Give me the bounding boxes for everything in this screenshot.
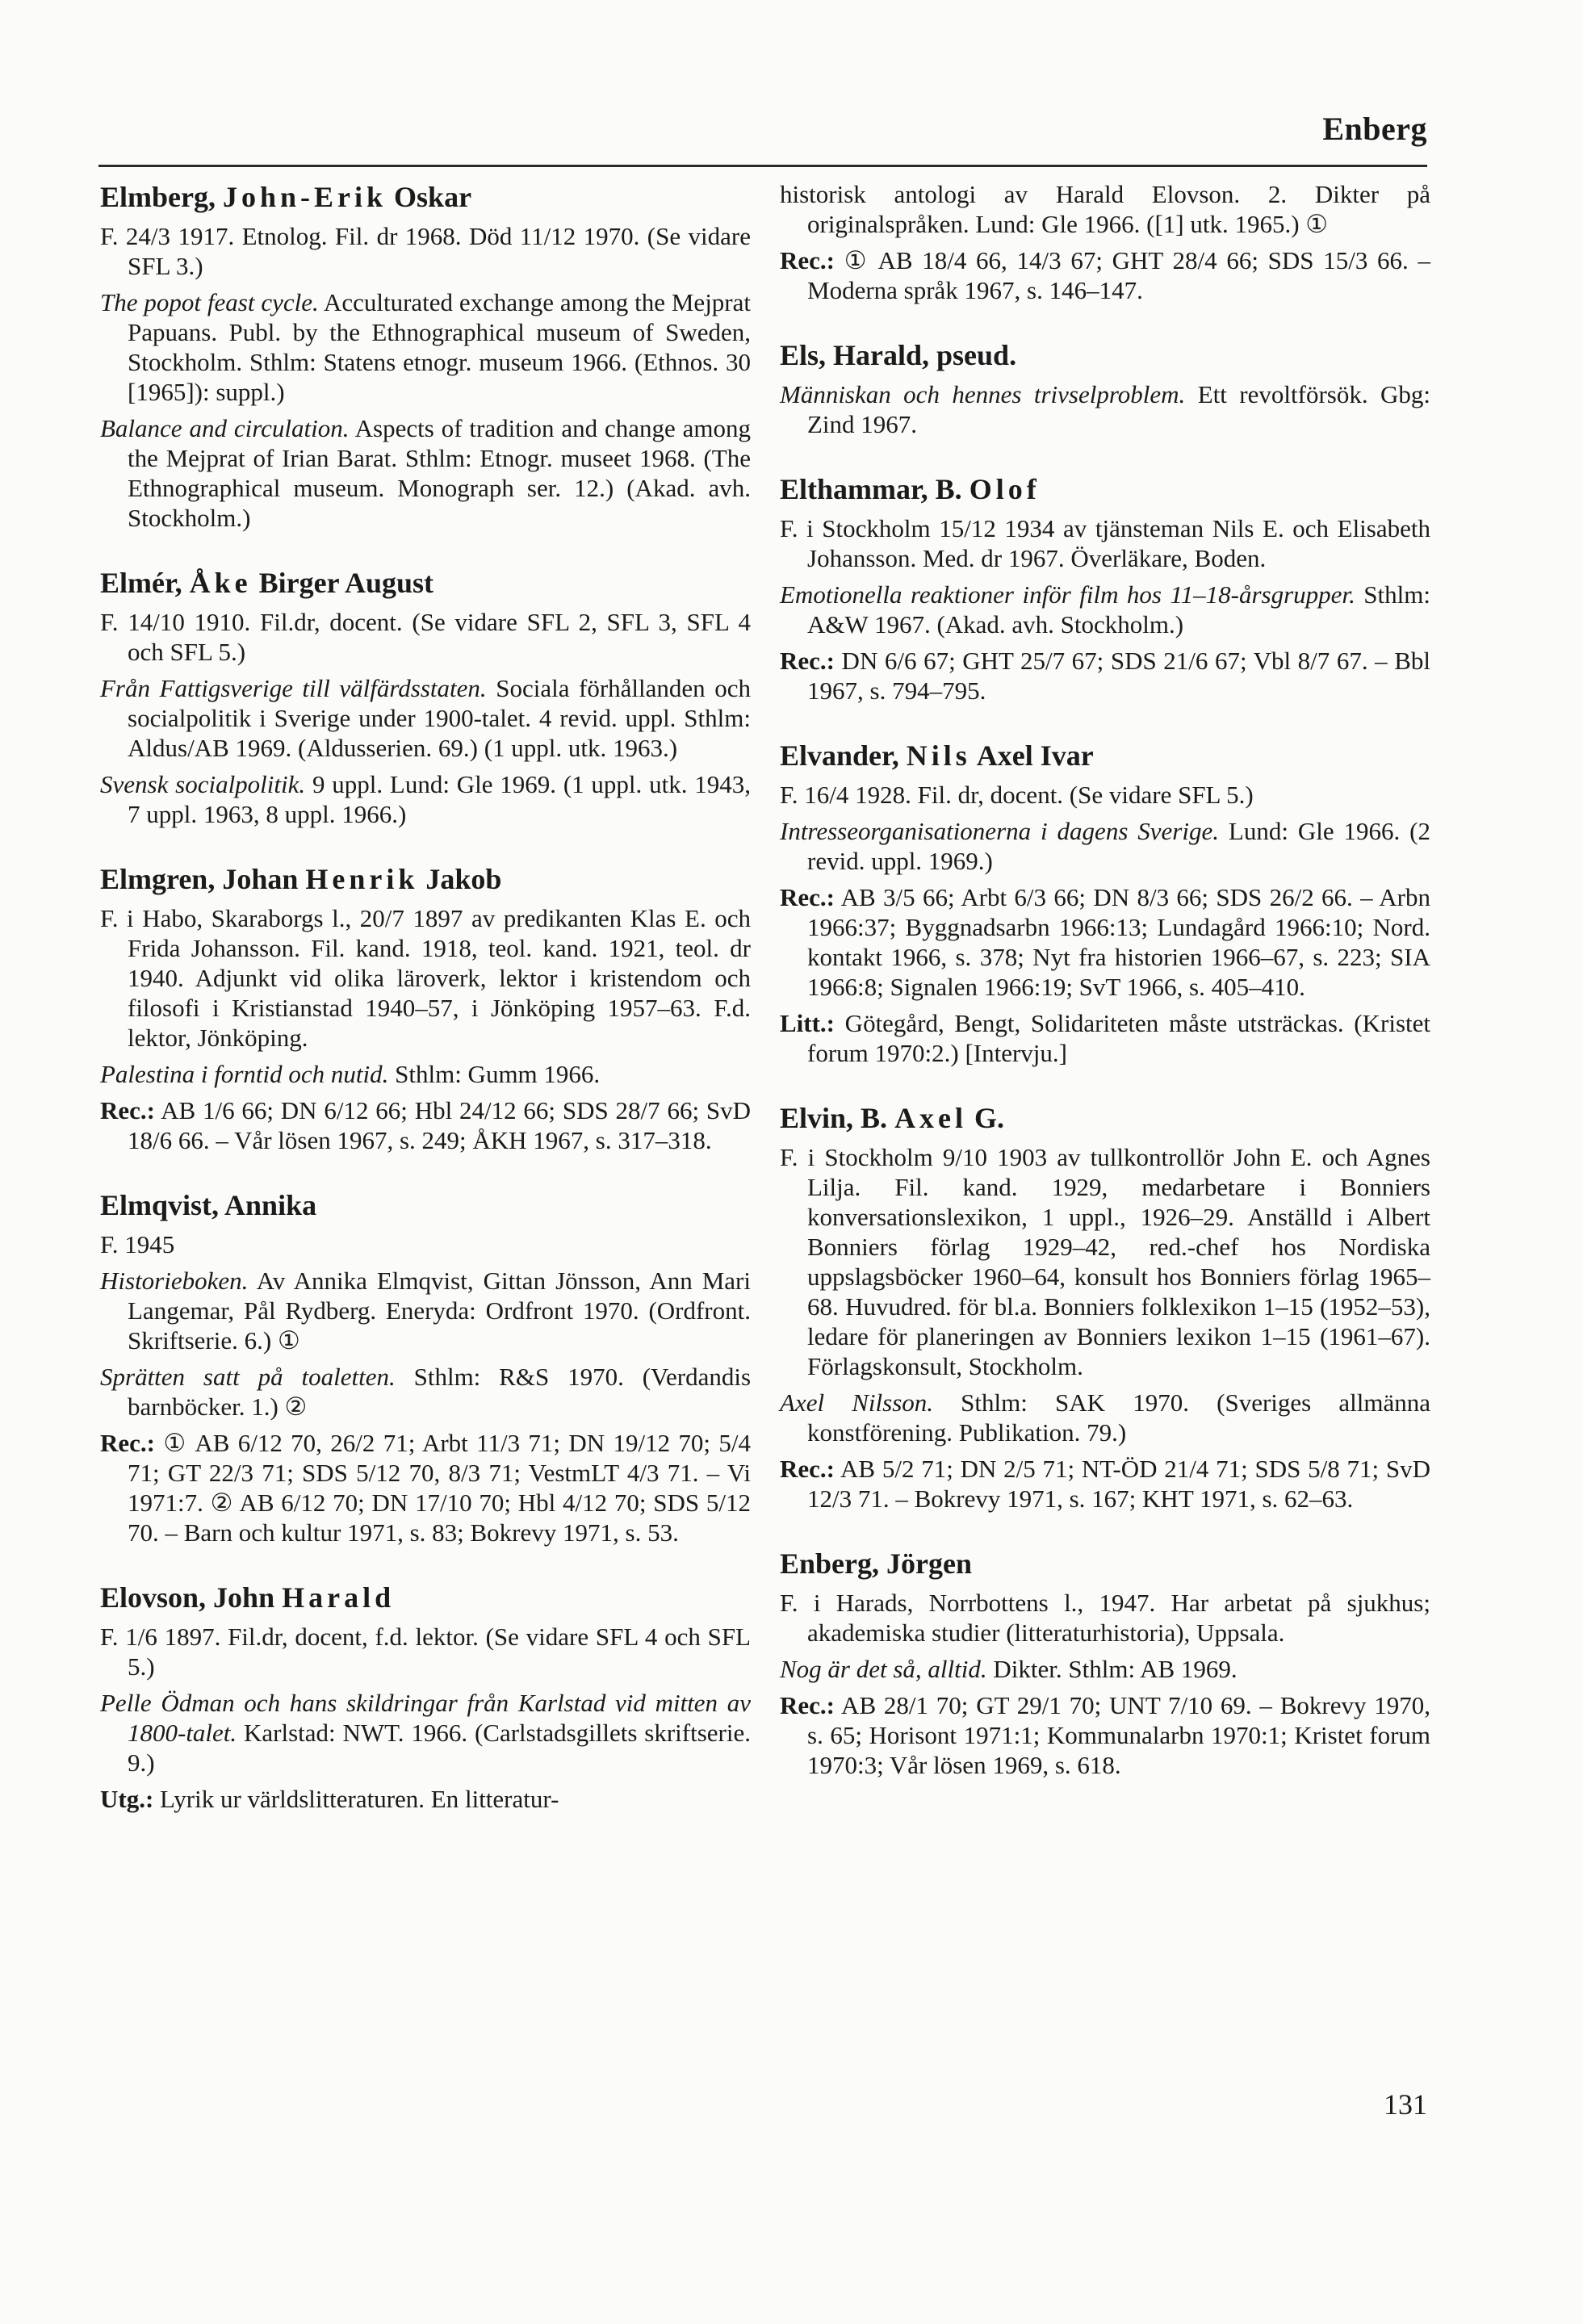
paragraph-text: Karlstad: NWT. 1966. (Carlstadsgillets skriftserie. 9.)	[128, 1719, 751, 1777]
heading-name-part: Elthammar, B.	[780, 473, 969, 505]
entry-paragraph	[780, 179, 1430, 239]
entry-paragraph	[780, 379, 1430, 439]
work-title: Sprätten satt på toaletten.	[100, 1363, 396, 1391]
work-title: Intresseorganisationerna i dagens Sverige.	[780, 817, 1219, 845]
entry-paragraph	[100, 287, 751, 407]
paragraph-text: AB 1/6 66; DN 6/12 66; Hbl 24/12 66; SDS 28/7 66; SvD 18/6 66. – Vår lösen 1967, s. 249; ÅKH 1967, s. 317–318.	[128, 1096, 751, 1154]
page-number: 131	[1384, 2088, 1427, 2121]
paragraph-text: F. i Harads, Norrbottens l., 1947. Har arbetat på sjukhus; akademiska studier (litteraturhistoria), Uppsala.	[780, 1589, 1430, 1647]
heading-name-part: Elmér,	[100, 567, 190, 599]
heading-name-part: Elvin, B.	[780, 1102, 895, 1134]
heading-name-part: Elmqvist, Annika	[100, 1189, 317, 1221]
work-title: Nog är det så, alltid.	[780, 1655, 987, 1683]
paragraph-text: Sociala förhållanden och socialpolitik i Sverige under 1900-talet. 4 revid. uppl. Sthlm: Aldus/AB 1969. (Aldusserien. 69.) (1 uppl. utk. 1963.)	[128, 674, 751, 762]
paragraph-text: Sthlm: Gumm 1966.	[388, 1060, 601, 1088]
work-title: Pelle Ödman och hans skildringar från Karlstad vid mitten av 1800-talet.	[100, 1689, 751, 1747]
entry-paragraph	[100, 1622, 751, 1681]
entry-paragraph	[780, 1588, 1430, 1648]
paragraph-label: Rec.:	[780, 1455, 835, 1483]
paragraph-text: F. i Stockholm 15/12 1934 av tjänsteman Nils E. och Elisabeth Johansson. Med. dr 1967. Överläkare, Boden.	[780, 514, 1430, 572]
entry-paragraph	[780, 1388, 1430, 1447]
entry-paragraph	[100, 1688, 751, 1778]
entry-paragraph	[780, 1142, 1430, 1381]
paragraph-text: Götegård, Bengt, Solidariteten måste utsträckas. (Kristet forum 1970:2.) [Intervju.]	[807, 1009, 1430, 1067]
paragraph-text: Sthlm: SAK 1970. (Sveriges allmänna konstförening. Publikation. 79.)	[807, 1388, 1430, 1447]
paragraph-text: Lund: Gle 1966. (2 revid. uppl. 1969.)	[807, 817, 1430, 875]
heading-name-part: Els, Harald, pseud.	[780, 339, 1017, 371]
entry-paragraph	[100, 1428, 751, 1547]
heading-spaced-name: Axel	[894, 1102, 968, 1134]
paragraph-text: F. i Stockholm 9/10 1903 av tullkontrollör John E. och Agnes Lilja. Fil. kand. 1929, medarbetare i Bonniers konversationslexikon, 1 uppl., 1926–29. Anställd i Albert Bonniers förlag 1929–42, red.-chef hos Nordiska uppslagsböcker 1960–64, konsult hos Bonniers förlag 1965–68. Huvudred. för bl.a. Bonniers folklexikon 1–15 (1952–53), ledare för planeringen av Bonniers lexikon 1–15 (1961–67). Förlagskonsult, Stockholm.	[780, 1143, 1430, 1380]
entry-heading	[100, 179, 751, 215]
heading-name-part: Elovson, John	[100, 1581, 283, 1614]
entry	[780, 1100, 1430, 1514]
entry-heading	[100, 861, 751, 897]
paragraph-text: ① AB 6/12 70, 26/2 71; Arbt 11/3 71; DN 19/12 70; 5/4 71; GT 22/3 71; SDS 5/12 70, 8/3 71; VestmLT 4/3 71. – Vi 1971:7. ② AB 6/12 70; DN 17/10 70; Hbl 4/12 70; SDS 5/12 70. – Barn och kultur 1971, s. 83; Bokrevy 1971, s. 53.	[128, 1429, 751, 1547]
entry	[100, 861, 751, 1155]
heading-spaced-name: Nils	[906, 739, 971, 772]
paragraph-label: Utg.:	[100, 1785, 154, 1813]
work-title: Emotionella reaktioner inför film hos 11–18-årsgrupper.	[780, 580, 1355, 609]
entry-paragraph	[100, 1362, 751, 1422]
right-column	[780, 179, 1430, 1812]
heading-name-part: Enberg, Jörgen	[780, 1547, 972, 1580]
entry	[780, 1546, 1430, 1780]
paragraph-text: F. 24/3 1917. Etnolog. Fil. dr 1968. Död 11/12 1970. (Se vidare SFL 3.)	[100, 222, 751, 280]
running-head: Enberg	[1322, 111, 1427, 147]
paragraph-text: Aspects of tradition and change among the Mejprat of Irian Barat. Sthlm: Etnogr. museet 1968. (The Ethnographical museum. Monograph ser. 12.) (Akad. avh. Stockholm.)	[128, 414, 752, 532]
paragraph-text: ① AB 18/4 66, 14/3 67; GHT 28/4 66; SDS 15/3 66. – Moderna språk 1967, s. 146–147.	[807, 246, 1430, 304]
entry-paragraph	[780, 1654, 1430, 1684]
header-rule	[98, 165, 1427, 167]
entry	[780, 337, 1430, 439]
heading-spaced-name: Henrik	[305, 863, 419, 895]
entry-paragraph	[780, 513, 1430, 573]
heading-spaced-name: Harald	[282, 1581, 396, 1614]
paragraph-label: Rec.:	[780, 1691, 835, 1719]
work-title: Palestina i forntid och nutid.	[100, 1060, 389, 1088]
entry-paragraph	[100, 673, 751, 763]
paragraph-text: Av Annika Elmqvist, Gittan Jönsson, Ann Mari Langemar, Pål Rydberg. Eneryda: Ordfront 1970. (Ordfront. Skriftserie. 6.) ①	[128, 1267, 751, 1355]
entry-paragraph	[780, 245, 1430, 305]
heading-name-part: Elmgren, Johan	[100, 863, 306, 895]
entry-heading	[780, 1546, 1430, 1581]
paragraph-text: Sthlm: A&W 1967. (Akad. avh. Stockholm.)	[807, 580, 1430, 639]
entry-heading	[780, 471, 1430, 507]
paragraph-text: Dikter. Sthlm: AB 1969.	[986, 1655, 1238, 1683]
entry-paragraph	[100, 1059, 751, 1089]
entry-heading	[780, 738, 1430, 773]
work-title: The popot feast cycle.	[100, 288, 319, 316]
heading-spaced-name: Åke	[189, 567, 252, 599]
work-title: Människan och hennes trivselproblem.	[780, 380, 1186, 408]
paragraph-text: F. 16/4 1928. Fil. dr, docent. (Se vidare SFL 5.)	[780, 781, 1254, 809]
entry-paragraph	[780, 816, 1430, 876]
paragraph-text: Sthlm: R&S 1970. (Verdandis barnböcker. 1.) ②	[128, 1363, 752, 1421]
paragraph-text: AB 28/1 70; GT 29/1 70; UNT 7/10 69. – Bokrevy 1970, s. 65; Horisont 1971:1; Kommunalarbn 1970:1; Kristet forum 1970:3; Vår lösen 1969, s. 618.	[807, 1691, 1430, 1779]
entry-heading	[100, 1580, 751, 1615]
work-title: Axel Nilsson.	[780, 1388, 934, 1417]
entry-paragraph	[100, 1784, 751, 1814]
entry-paragraph	[100, 769, 751, 829]
paragraph-text: historisk antologi av Harald Elovson. 2. Dikter på originalspråken. Lund: Gle 1966. ([1] utk. 1965.) ①	[780, 180, 1430, 238]
paragraph-label: Rec.:	[780, 647, 835, 675]
left-column	[100, 179, 751, 1846]
heading-name-part: G.	[967, 1102, 1005, 1134]
heading-name-part: Elvander,	[780, 739, 907, 772]
paragraph-label: Rec.:	[780, 883, 835, 911]
entry-heading	[100, 1187, 751, 1223]
entry-paragraph	[100, 413, 751, 533]
paragraph-text: DN 6/6 67; GHT 25/7 67; SDS 21/6 67; Vbl 8/7 67. – Bbl 1967, s. 794–795.	[807, 647, 1430, 705]
entry-paragraph	[780, 780, 1430, 810]
entry-paragraph	[100, 221, 751, 281]
paragraph-text: F. i Habo, Skaraborgs l., 20/7 1897 av predikanten Klas E. och Frida Johansson. Fil. kand. 1918, teol. kand. 1921, teol. dr 1940. Adjunkt vid olika läroverk, lektor i kristendom och filosofi i Kristianstad 1940–57, i Jönköping 1957–63. F.d. lektor, Jönköping.	[100, 904, 751, 1052]
entry-paragraph	[100, 1229, 751, 1259]
entry	[780, 738, 1430, 1068]
heading-name-part: Jakob	[418, 863, 502, 895]
entry-paragraph	[100, 1266, 751, 1355]
entry-heading	[100, 565, 751, 601]
entry	[100, 1580, 751, 1814]
entry-paragraph	[780, 882, 1430, 1002]
entry-paragraph	[780, 646, 1430, 706]
entry-paragraph	[780, 580, 1430, 639]
work-title: Historieboken.	[100, 1267, 249, 1295]
paragraph-text: F. 1945	[100, 1230, 175, 1258]
paragraph-label: Litt.:	[780, 1009, 835, 1037]
entry-heading	[780, 1100, 1430, 1136]
paragraph-text: Ett revoltförsök. Gbg: Zind 1967.	[807, 380, 1431, 438]
heading-name-part: Oskar	[387, 181, 472, 213]
entry-paragraph	[780, 1454, 1430, 1514]
entry	[780, 471, 1430, 706]
paragraph-text: F. 1/6 1897. Fil.dr, docent, f.d. lektor. (Se vidare SFL 4 och SFL 5.)	[100, 1623, 751, 1681]
paragraph-label: Rec.:	[100, 1429, 155, 1457]
heading-name-part: Elmberg,	[100, 181, 223, 213]
heading-spaced-name: Olof	[969, 473, 1041, 505]
entry-paragraph	[100, 903, 751, 1053]
paragraph-text: F. 14/10 1910. Fil.dr, docent. (Se vidare SFL 2, SFL 3, SFL 4 och SFL 5.)	[100, 608, 751, 666]
paragraph-text: Lyrik ur världslitteraturen. En litteratur-	[153, 1785, 559, 1813]
entry-paragraph	[100, 607, 751, 667]
paragraph-text: AB 3/5 66; Arbt 6/3 66; DN 8/3 66; SDS 26/2 66. – Arbn 1966:37; Byggnadsarbn 1966:13; Lundagård 1966:10; Nord. kontakt 1966, s. 378; Nyt fra historien 1966–67, s. 223; SIA 1966:8; Signalen 1966:19; SvT 1966, s. 405–410.	[807, 883, 1430, 1001]
paragraph-text: 9 uppl. Lund: Gle 1969. (1 uppl. utk. 1943, 7 uppl. 1963, 8 uppl. 1966.)	[128, 770, 751, 828]
entry	[100, 565, 751, 829]
entry	[780, 179, 1430, 305]
heading-name-part: Birger August	[251, 567, 434, 599]
entry-heading	[780, 337, 1430, 373]
entry-paragraph	[100, 1095, 751, 1155]
entry-paragraph	[780, 1008, 1430, 1068]
work-title: Balance and circulation.	[100, 414, 350, 442]
entry	[100, 179, 751, 533]
work-title: Från Fattigsverige till välfärdsstaten.	[100, 674, 487, 702]
heading-spaced-name: John-Erik	[222, 181, 387, 213]
paragraph-label: Rec.:	[780, 246, 835, 274]
work-title: Svensk socialpolitik.	[100, 770, 306, 798]
paragraph-label: Rec.:	[100, 1096, 155, 1124]
heading-name-part: Axel Ivar	[970, 739, 1094, 772]
paragraph-text: Acculturated exchange among the Mejprat Papuans. Publ. by the Ethnographical museum of Sweden, Stockholm. Sthlm: Statens etnogr. museum 1966. (Ethnos. 30 [1965]): suppl.)	[128, 288, 752, 406]
paragraph-text: AB 5/2 71; DN 2/5 71; NT-ÖD 21/4 71; SDS 5/8 71; SvD 12/3 71. – Bokrevy 1971, s. 167; KHT 1971, s. 62–63.	[807, 1455, 1430, 1513]
entry-paragraph	[780, 1690, 1430, 1780]
entry	[100, 1187, 751, 1547]
